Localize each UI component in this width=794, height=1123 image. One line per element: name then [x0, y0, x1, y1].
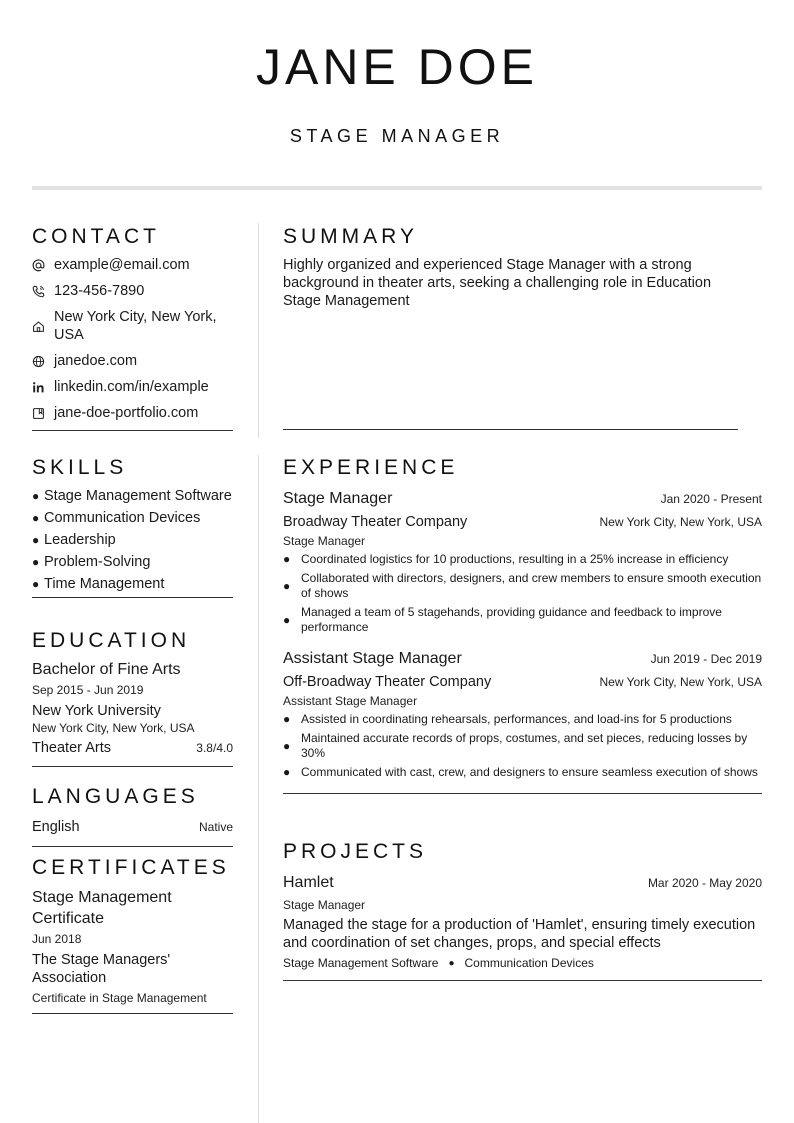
bullet-icon: ● — [283, 552, 291, 566]
contact-phone[interactable] — [32, 282, 233, 300]
summary-text: Highly organized and experienced Stage Manager with a strong background in theater arts, seeking a challenging role in Education Stage Management — [283, 257, 712, 309]
bullet-icon: ● — [32, 511, 40, 525]
skill-text: Stage Management Software — [44, 488, 232, 504]
certificates-divider — [32, 1013, 233, 1014]
contact-portfolio-text: jane-doe-portfolio.com — [54, 405, 199, 421]
project-description: Managed the stage for a production of 'Hamlet', ensuring timely execution and coordination of set changes, props, and special effects — [283, 917, 756, 951]
skill-text: Problem-Solving — [44, 554, 151, 570]
skills-list — [32, 487, 233, 593]
certificate-org: The Stage Managers' Association — [32, 952, 171, 986]
responsibility-list — [283, 712, 762, 780]
certificates-heading: CERTIFICATES — [32, 856, 230, 879]
contact-divider — [32, 430, 233, 431]
projects-heading: PROJECTS — [283, 840, 428, 863]
summary-section — [283, 224, 738, 310]
job-title-row — [283, 649, 762, 669]
project-tag: Communication Devices — [464, 956, 594, 970]
project-role: Stage Manager — [283, 898, 366, 912]
experience-heading: EXPERIENCE — [283, 456, 459, 479]
experience-section — [283, 455, 762, 794]
project-tag: Stage Management Software — [283, 956, 439, 970]
projects-divider — [283, 980, 762, 981]
certificate-date: Jun 2018 — [32, 932, 82, 946]
at-icon — [32, 256, 46, 274]
responsibility-list — [283, 552, 762, 635]
project-dates: Mar 2020 - May 2020 — [647, 876, 762, 890]
bullet-icon: ● — [448, 957, 455, 969]
languages-divider — [32, 846, 233, 847]
education-field: Theater Arts — [32, 740, 111, 756]
skill-item — [32, 509, 233, 527]
contact-portfolio[interactable] — [32, 404, 233, 422]
bullet-icon: ● — [32, 555, 40, 569]
skill-item — [32, 487, 233, 505]
responsibility-text: Maintained accurate records of props, costumes, and set pieces, reducing losses by 30% — [301, 731, 748, 760]
column-divider-top — [258, 223, 259, 438]
project-title-row — [283, 873, 762, 893]
job-dates: Jun 2019 - Dec 2019 — [650, 652, 762, 666]
responsibility-text: Communicated with cast, crew, and designers to ensure seamless execution of shows — [301, 765, 758, 779]
phone-icon — [32, 282, 46, 300]
contact-phone-text: 123-456-7890 — [54, 283, 145, 299]
contact-location — [32, 308, 233, 344]
education-school: New York University — [32, 703, 161, 719]
contact-heading: CONTACT — [32, 225, 160, 248]
responsibility-text: Assisted in coordinating rehearsals, performances, and load-ins for 5 productions — [301, 712, 732, 726]
company-row — [283, 513, 762, 531]
education-dates: Sep 2015 - Jun 2019 — [32, 683, 144, 697]
skill-text: Leadership — [44, 532, 116, 548]
company-name: Broadway Theater Company — [283, 514, 468, 530]
bullet-icon: ● — [283, 765, 291, 779]
experience-entry — [283, 489, 762, 635]
education-gpa: 3.8/4.0 — [196, 741, 233, 755]
job-title: Assistant Stage Manager — [283, 650, 462, 667]
responsibility-item — [283, 605, 762, 635]
contact-linkedin[interactable] — [32, 378, 233, 396]
job-title: Stage Manager — [283, 490, 393, 507]
contact-email-text: example@email.com — [54, 257, 190, 273]
skill-item — [32, 575, 233, 593]
language-row — [32, 818, 233, 836]
header-divider — [32, 186, 762, 190]
skill-item — [32, 531, 233, 549]
job-title-header: STAGE MANAGER — [289, 126, 505, 146]
company-location: New York City, New York, USA — [599, 515, 762, 529]
skill-text: Time Management — [44, 576, 165, 592]
summary-heading: SUMMARY — [283, 225, 418, 248]
skills-divider — [32, 597, 233, 598]
contact-linkedin-text: linkedin.com/in/example — [54, 379, 209, 395]
skill-item — [32, 553, 233, 571]
portfolio-icon — [32, 404, 46, 422]
bullet-icon: ● — [283, 612, 291, 627]
bullet-icon: ● — [32, 489, 40, 503]
responsibility-text: Coordinated logistics for 10 productions, resulting in a 25% increase in efficiency — [301, 552, 729, 566]
contact-website-text: janedoe.com — [54, 353, 138, 369]
contact-list — [32, 256, 233, 422]
experience-entry — [283, 649, 762, 780]
responsibility-item — [283, 765, 762, 780]
contact-section — [32, 224, 233, 431]
column-divider-bottom — [258, 455, 259, 1123]
project-name: Hamlet — [283, 874, 334, 891]
linkedin-icon — [32, 378, 46, 396]
skill-text: Communication Devices — [44, 510, 201, 526]
education-divider — [32, 766, 233, 767]
experience-divider — [283, 793, 762, 794]
responsibility-item — [283, 731, 762, 761]
education-section — [32, 628, 233, 767]
skills-section — [32, 455, 233, 598]
candidate-name: JANE DOE — [255, 39, 539, 95]
education-heading: EDUCATION — [32, 629, 191, 652]
responsibility-item — [283, 552, 762, 567]
language-name: English — [32, 819, 80, 835]
job-title-row — [283, 489, 762, 509]
bullet-icon: ● — [283, 712, 291, 726]
certificates-section — [32, 855, 233, 1014]
project-tags — [283, 956, 762, 970]
bullet-icon: ● — [32, 577, 40, 591]
company-name: Off-Broadway Theater Company — [283, 674, 492, 690]
job-role: Stage Manager — [283, 534, 366, 548]
contact-location-text: New York City, New York, USA — [54, 309, 217, 343]
education-field-row — [32, 740, 233, 756]
contact-website[interactable] — [32, 352, 233, 370]
bullet-icon: ● — [283, 578, 291, 593]
projects-section — [283, 839, 762, 981]
company-row — [283, 673, 762, 691]
job-role: Assistant Stage Manager — [283, 694, 418, 708]
contact-email[interactable] — [32, 256, 233, 274]
responsibility-item — [283, 712, 762, 727]
globe-icon — [32, 352, 46, 370]
bullet-icon: ● — [283, 738, 291, 753]
responsibility-item — [283, 571, 762, 601]
bullet-icon: ● — [32, 533, 40, 547]
skills-heading: SKILLS — [32, 456, 128, 479]
language-level: Native — [198, 820, 233, 834]
education-degree: Bachelor of Fine Arts — [32, 661, 181, 678]
company-location: New York City, New York, USA — [599, 675, 762, 689]
certificate-name: Stage Management Certificate — [32, 889, 172, 927]
certificate-detail: Certificate in Stage Management — [32, 991, 207, 1005]
responsibility-text: Managed a team of 5 stagehands, providing guidance and feedback to improve performance — [301, 605, 722, 634]
summary-divider — [283, 429, 738, 430]
education-location: New York City, New York, USA — [32, 721, 195, 735]
home-icon — [32, 308, 46, 344]
languages-heading: LANGUAGES — [32, 785, 199, 808]
responsibility-text: Collaborated with directors, designers, and crew members to ensure smooth execution of shows — [301, 571, 762, 600]
languages-section — [32, 784, 233, 847]
job-dates: Jan 2020 - Present — [660, 492, 762, 506]
